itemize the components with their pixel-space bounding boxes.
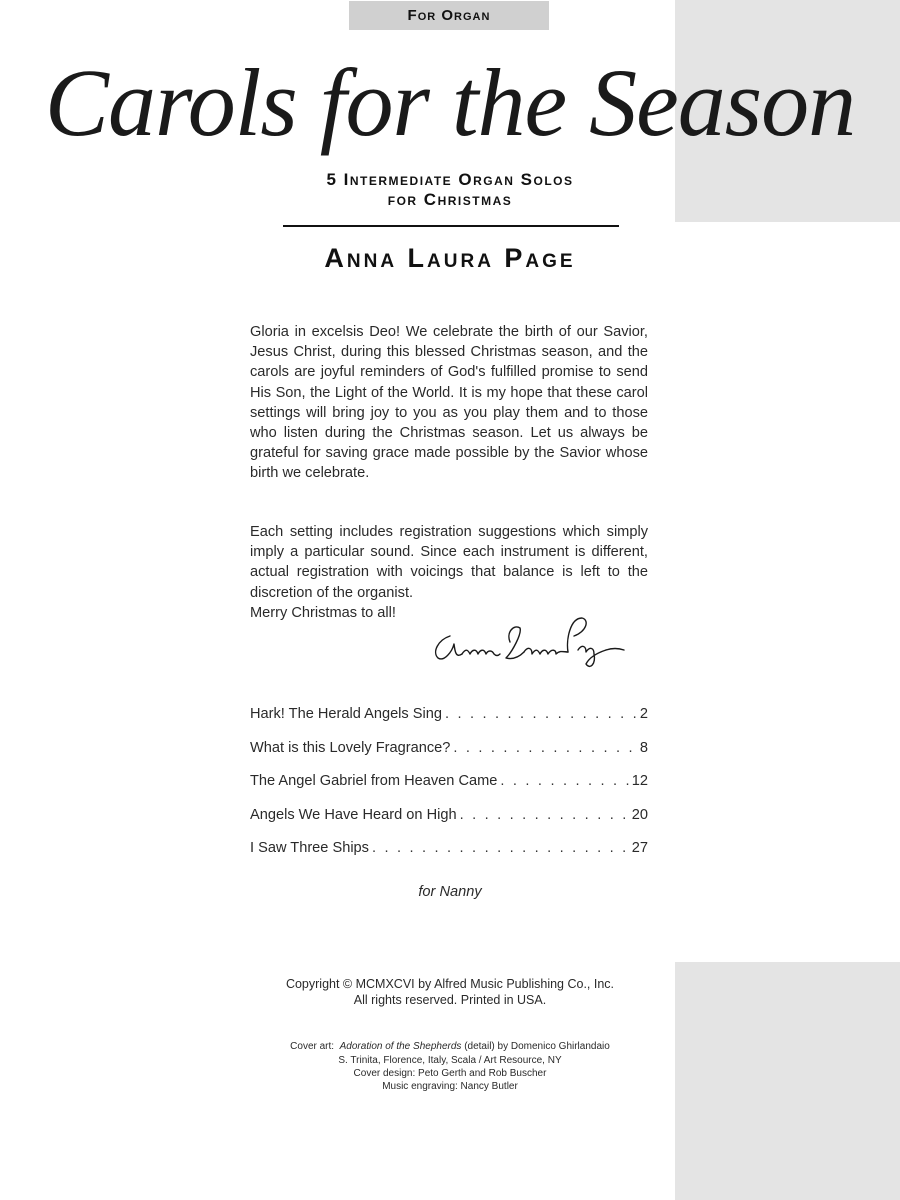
- toc-page-number: 8: [639, 739, 648, 756]
- toc-title: Hark! The Herald Angels Sing: [250, 706, 442, 722]
- cover-art-label: Cover art:: [290, 1041, 335, 1052]
- toc-leader-dots: [460, 807, 629, 823]
- book-title: Carols for the Season: [44, 49, 856, 156]
- toc-page-number: 20: [631, 806, 648, 823]
- foreword-paragraph-1: Gloria in excelsis Deo! We celebrate the birth of our Savior, Jesus Christ, during this blessed Christmas season, and the carols are joyful reminders of God's fulfilled promise to send His Son, the Light of the World. It is my hope that these carol settings will bring joy to you as you play them and to those who listen during the Christmas season. Let us always be grateful for saving grace made possible by the Savior whose birth we celebrate.: [250, 324, 648, 482]
- title-divider: [283, 225, 619, 227]
- dedication: for Nanny: [418, 884, 482, 900]
- toc-title: I Saw Three Ships: [250, 840, 369, 856]
- toc-row: [250, 706, 648, 740]
- author-signature: [428, 606, 628, 670]
- foreword-paragraph-2: Each setting includes registration suggestions which simply imply a particular sound. Since each instrument is different, actual registration with voicings that balance is left to the discretion of the organist.: [250, 524, 648, 601]
- toc-row: [250, 807, 648, 841]
- cover-art-work: Adoration of the Shepherds: [339, 1041, 462, 1052]
- rights-line: All rights reserved. Printed in USA.: [353, 993, 547, 1007]
- instrument-badge: For Organ: [349, 1, 549, 30]
- cover-art-detail: (detail) by Domenico Ghirlandaio: [464, 1041, 610, 1052]
- toc-title: Angels We Have Heard on High: [250, 806, 457, 823]
- toc-page-number: 2: [639, 706, 648, 722]
- music-engraving-credit: Music engraving: Nancy Butler: [382, 1081, 518, 1092]
- subtitle-line-1: 5 Intermediate Organ Solos: [326, 170, 574, 189]
- cover-design-credit: Cover design: Peto Gerth and Rob Buscher: [353, 1068, 547, 1079]
- toc-leader-dots: [445, 706, 637, 722]
- subtitle-line-2: for Christmas: [387, 190, 513, 209]
- toc-leader-dots: [453, 740, 637, 756]
- cover-art-credit: [200, 1040, 700, 1053]
- toc-page-number: 27: [631, 840, 648, 856]
- toc-row: [250, 740, 648, 774]
- author-name: Anna Laura Page: [324, 243, 576, 273]
- toc-title: The Angel Gabriel from Heaven Came: [250, 773, 498, 789]
- toc-row: [250, 773, 648, 807]
- toc-title: What is this Lovely Fragrance?: [250, 739, 451, 756]
- toc-page-number: 12: [631, 773, 648, 789]
- toc-leader-dots: [372, 840, 629, 856]
- foreword-closing: Merry Christmas to all!: [250, 605, 396, 621]
- table-of-contents: [250, 706, 648, 874]
- toc-leader-dots: [500, 773, 628, 789]
- cover-art-location: S. Trinita, Florence, Italy, Scala / Art Resource, NY: [338, 1055, 562, 1066]
- copyright-line: Copyright © MCMXCVI by Alfred Music Publishing Co., Inc.: [285, 977, 615, 991]
- toc-row: [250, 840, 648, 874]
- side-panel-bottom: [675, 962, 900, 1200]
